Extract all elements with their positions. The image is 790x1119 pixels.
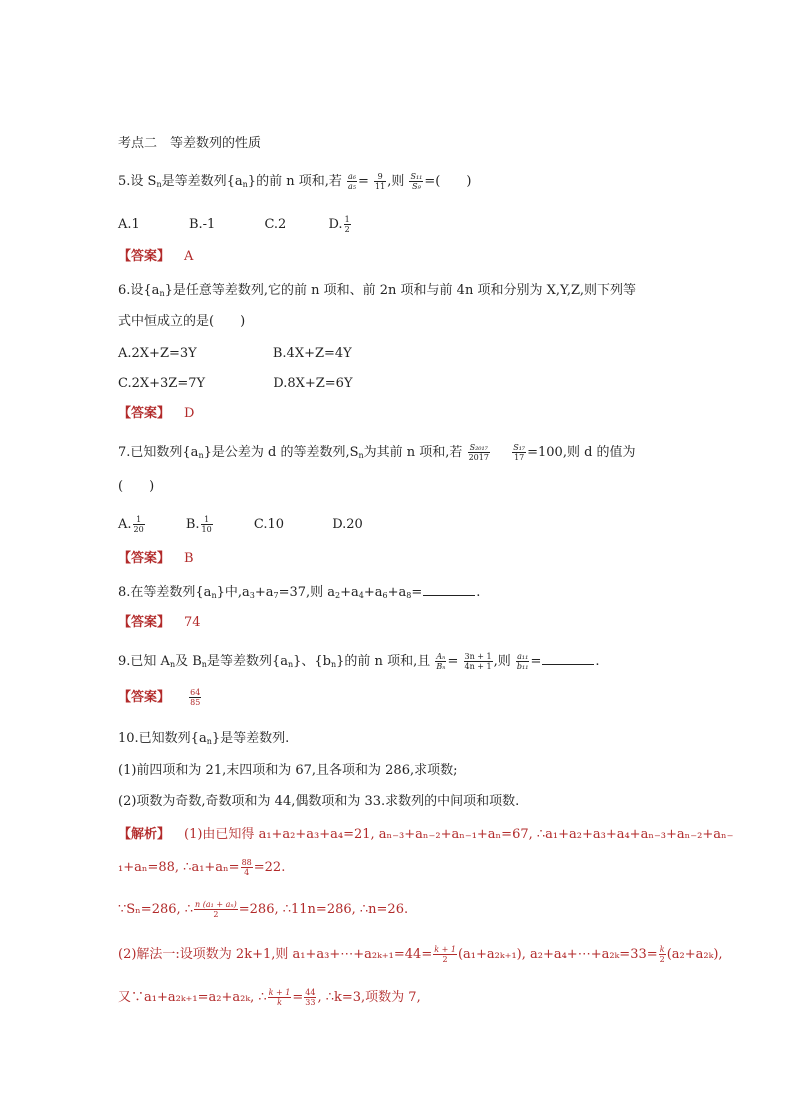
option-c: C.10 — [253, 517, 285, 532]
fraction: $\frac{\text{S₁₁}}{\text{S₉}}$ — [410, 172, 423, 191]
option-b: B.-1 — [188, 217, 216, 232]
section-title: 考点二 等差数列的性质 — [118, 136, 262, 151]
option-c: C.2 — [264, 217, 287, 232]
section-heading — [118, 135, 261, 153]
analysis-line-1: 【解析】 (1)由已知得 a₁+a₂+a₃+a₄=21, aₙ₋₃+aₙ₋₂+aₙ₋₁+aₙ=67, ∴a₁+a₂+a₃+a₄+aₙ₋₃+aₙ₋₂+aₙ₋ — [118, 827, 734, 842]
question-6-options-2 — [118, 375, 353, 393]
analysis-line-3: ∵Sₙ=286, ∴ $\frac{\text{n (a₁ + aₙ)}}{2}$ =286, ∴11n=286, ∴n=26. — [118, 900, 409, 919]
option-b: B. $\frac{1}{10}$ — [185, 515, 212, 534]
analysis-label: 【解析】 — [118, 827, 171, 842]
question-9: 9.已知 $A_n$及 $B_n$是等差数列$\{a_n\}$、$\{b_n\}$的前 n 项和,且 $\frac{\text{Aₙ}}{\text{Bₙ}}$ = $\frac{3n + 1}{4n + 1}$ ,则 $\frac{\text{a₁₁}}{\text{b₁₁}}$ = . — [118, 652, 600, 671]
question-5-options — [118, 215, 352, 234]
question-7-cont: ( ) — [118, 479, 155, 494]
answer-blank — [542, 654, 594, 665]
answer-value: B — [184, 551, 194, 566]
option-a: A.2X+Z=3Y — [118, 346, 197, 361]
question-6-cont: 式中恒成立的是( ) — [118, 314, 246, 329]
analysis-line-5: 又∵a₁+a₂ₖ₊₁=a₂+a₂ₖ, ∴ $\frac{k + 1}{k}$ = $\frac{44}{33}$ , ∴k=3,项数为 7, — [118, 988, 421, 1007]
answer-9 — [118, 688, 202, 707]
option-d: D.8X+Z=6Y — [273, 376, 353, 391]
fraction: $\frac{9}{11}$ — [375, 172, 386, 191]
question-6: 6.设$\{a_n\}$是任意等差数列,它的前 n 项和、前 2n 项和与前 4n 项和分别为 X,Y,Z,则下列等 — [118, 283, 636, 298]
option-a: A.1 — [118, 217, 140, 232]
fraction: $\frac{\text{a₆}}{\text{a₅}}$ — [347, 172, 356, 191]
option-d: D. $\frac{1}{2}$ — [328, 215, 350, 234]
answer-blank — [423, 585, 475, 596]
question-6-options-1 — [118, 345, 352, 363]
option-b: B.4X+Z=4Y — [272, 346, 352, 361]
question-8: 8.在等差数列$\{a_n\}$中$,a_3+a_7=37$,则 $a_2+a_4+a_6+a_8=$ . — [118, 585, 481, 600]
answer-6 — [118, 405, 194, 423]
answer-5 — [118, 248, 193, 266]
analysis-line-2: ₁+aₙ=88, ∴a₁+aₙ= $\frac{88}{4}$ =22. — [118, 858, 286, 877]
question-7-options — [118, 515, 363, 534]
answer-value: D — [184, 406, 195, 421]
answer-label: 【答案】 — [118, 690, 171, 705]
answer-value: A — [184, 249, 194, 264]
analysis-line-4: (2)解法一:设项数为 2k+1,则 a₁+a₃+⋯+a₂ₖ₊₁=44= $\frac{k + 1}{2}$ (a₁+a₂ₖ₊₁), a₂+a₄+⋯+a₂ₖ=33= $\frac{k}{2}$ (a₂+a₂ₖ), — [118, 945, 723, 964]
option-c: C.2X+3Z=7Y — [118, 376, 206, 391]
answer-label: 【答案】 — [118, 406, 171, 421]
question-10-part-2: (2)项数为奇数,奇数项和为 44,偶数项和为 33.求数列的中间项和项数. — [118, 794, 520, 809]
answer-value: $\frac{64}{85}$ — [190, 688, 201, 707]
option-d: D.20 — [332, 517, 363, 532]
option-a: A. $\frac{1}{20}$ — [118, 515, 144, 534]
question-10: 10.已知数列$\{a_n\}$是等差数列. — [118, 731, 290, 746]
question-5: 5.设 $S_n$是等差数列$\{a_n\}$的前 n 项和,若 $\frac{\text{a₆}}{\text{a₅}}$ = $\frac{9}{11}$ ,则 $\frac{\text{S₁₁}}{\text{S₉}}$ =( ) — [118, 172, 472, 191]
answer-value: 74 — [184, 615, 201, 630]
answer-7 — [118, 550, 194, 568]
answer-label: 【答案】 — [118, 551, 171, 566]
question-10-part-1: (1)前四项和为 21,末四项和为 67,且各项和为 286,求项数; — [118, 763, 458, 778]
answer-label: 【答案】 — [118, 615, 171, 630]
answer-label: 【答案】 — [118, 249, 171, 264]
question-7: 7.已知数列$\{a_n\}$是公差为 d 的等差数列$,S_n$为其前 n 项和,若 $\frac{\text{S₂₀₁₇}}{2017}$ $\frac{\text{S₁₇}}{17}$ =100,则 d 的值为 — [118, 443, 636, 462]
answer-8 — [118, 614, 201, 632]
